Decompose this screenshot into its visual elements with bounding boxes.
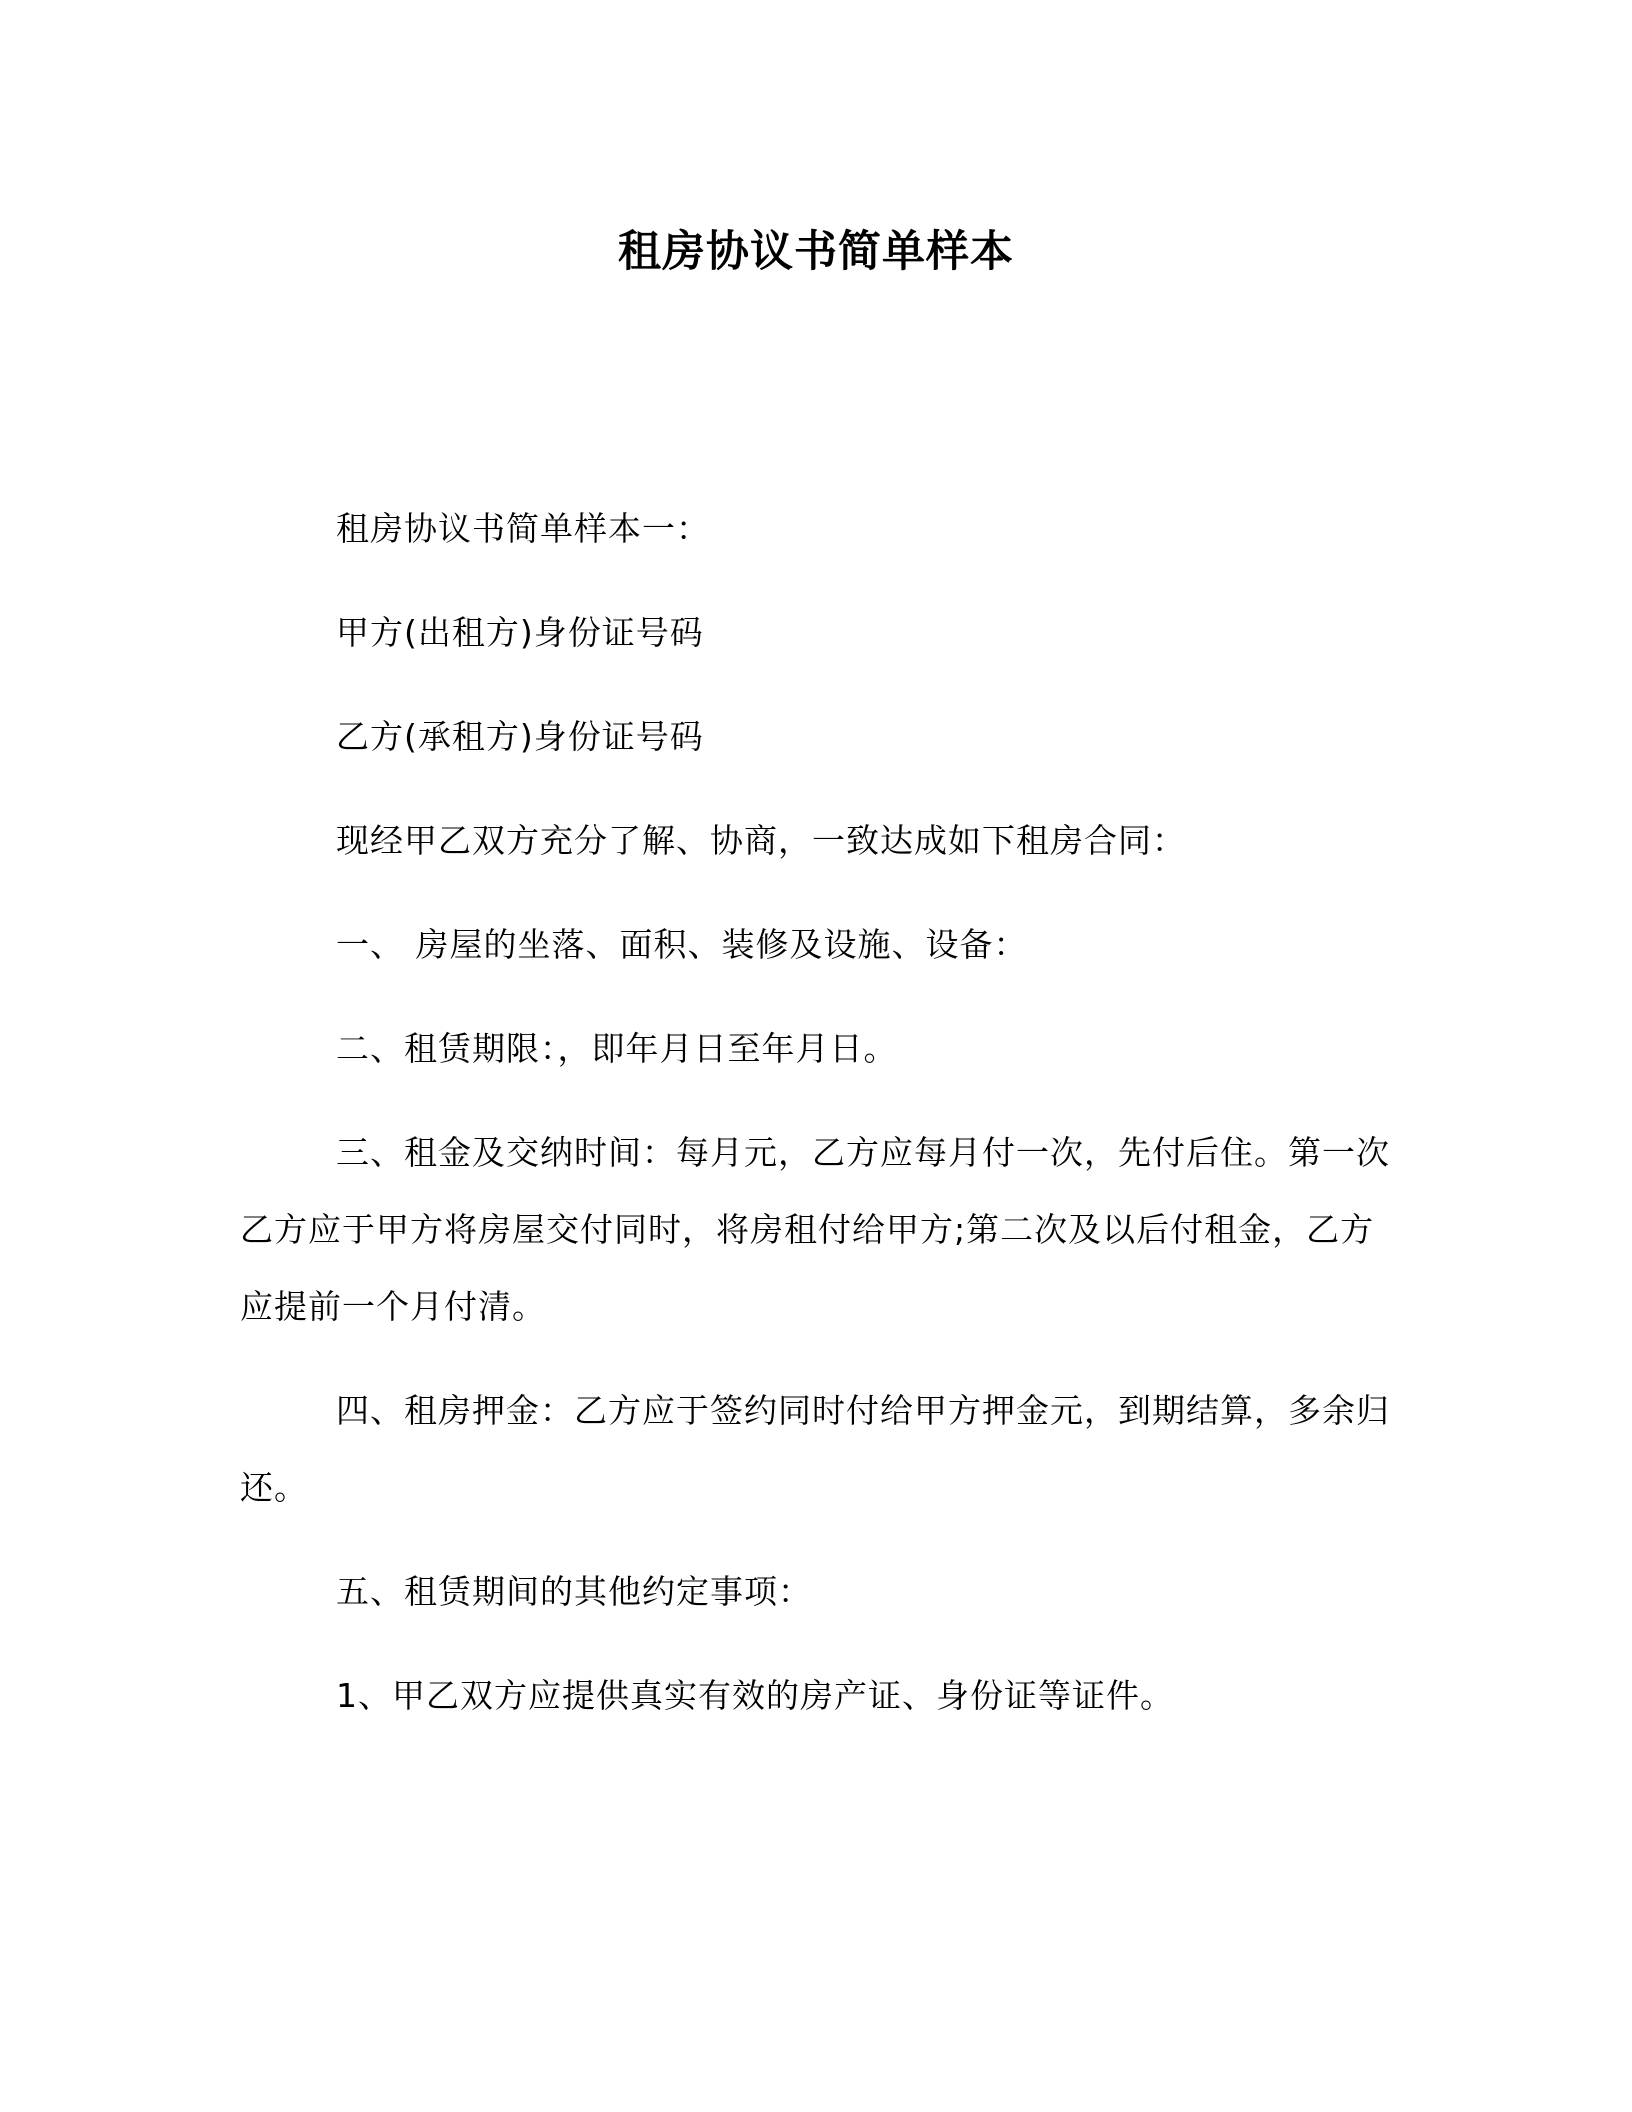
paragraph-clause-5-item-1: 1、甲乙双方应提供真实有效的房产证、身份证等证件。	[336, 1676, 1174, 1715]
paragraph-party-a: 甲方(出租方)身份证号码	[336, 613, 704, 652]
paragraph-clause-2: 二、租赁期限：，即年月日至年月日。	[336, 1029, 898, 1068]
paragraph-agreement-intro: 现经甲乙双方充分了解、协商，一致达成如下租房合同：	[336, 821, 1186, 860]
document-title: 租房协议书简单样本	[618, 227, 1014, 277]
paragraph-clause-4: 四、租房押金：乙方应于签约同时付给甲方押金元，到期结算，多余归还。	[240, 1391, 1390, 1507]
paragraph-clause-3: 三、租金及交纳时间：每月元，乙方应每月付一次，先付后住。第一次乙方应于甲方将房屋交付同时，将房租付给甲方;第二次及以后付租金，乙方应提前一个月付清。	[240, 1133, 1390, 1326]
document-body	[240, 490, 1390, 1734]
paragraph-clause-1: 一、 房屋的坐落、面积、装修及设施、设备：	[336, 925, 1028, 964]
paragraph-party-b: 乙方(承租方)身份证号码	[336, 717, 704, 756]
paragraph-clause-5: 五、租赁期间的其他约定事项：	[336, 1572, 812, 1611]
paragraph-sample-heading: 租房协议书简单样本一：	[336, 509, 710, 548]
